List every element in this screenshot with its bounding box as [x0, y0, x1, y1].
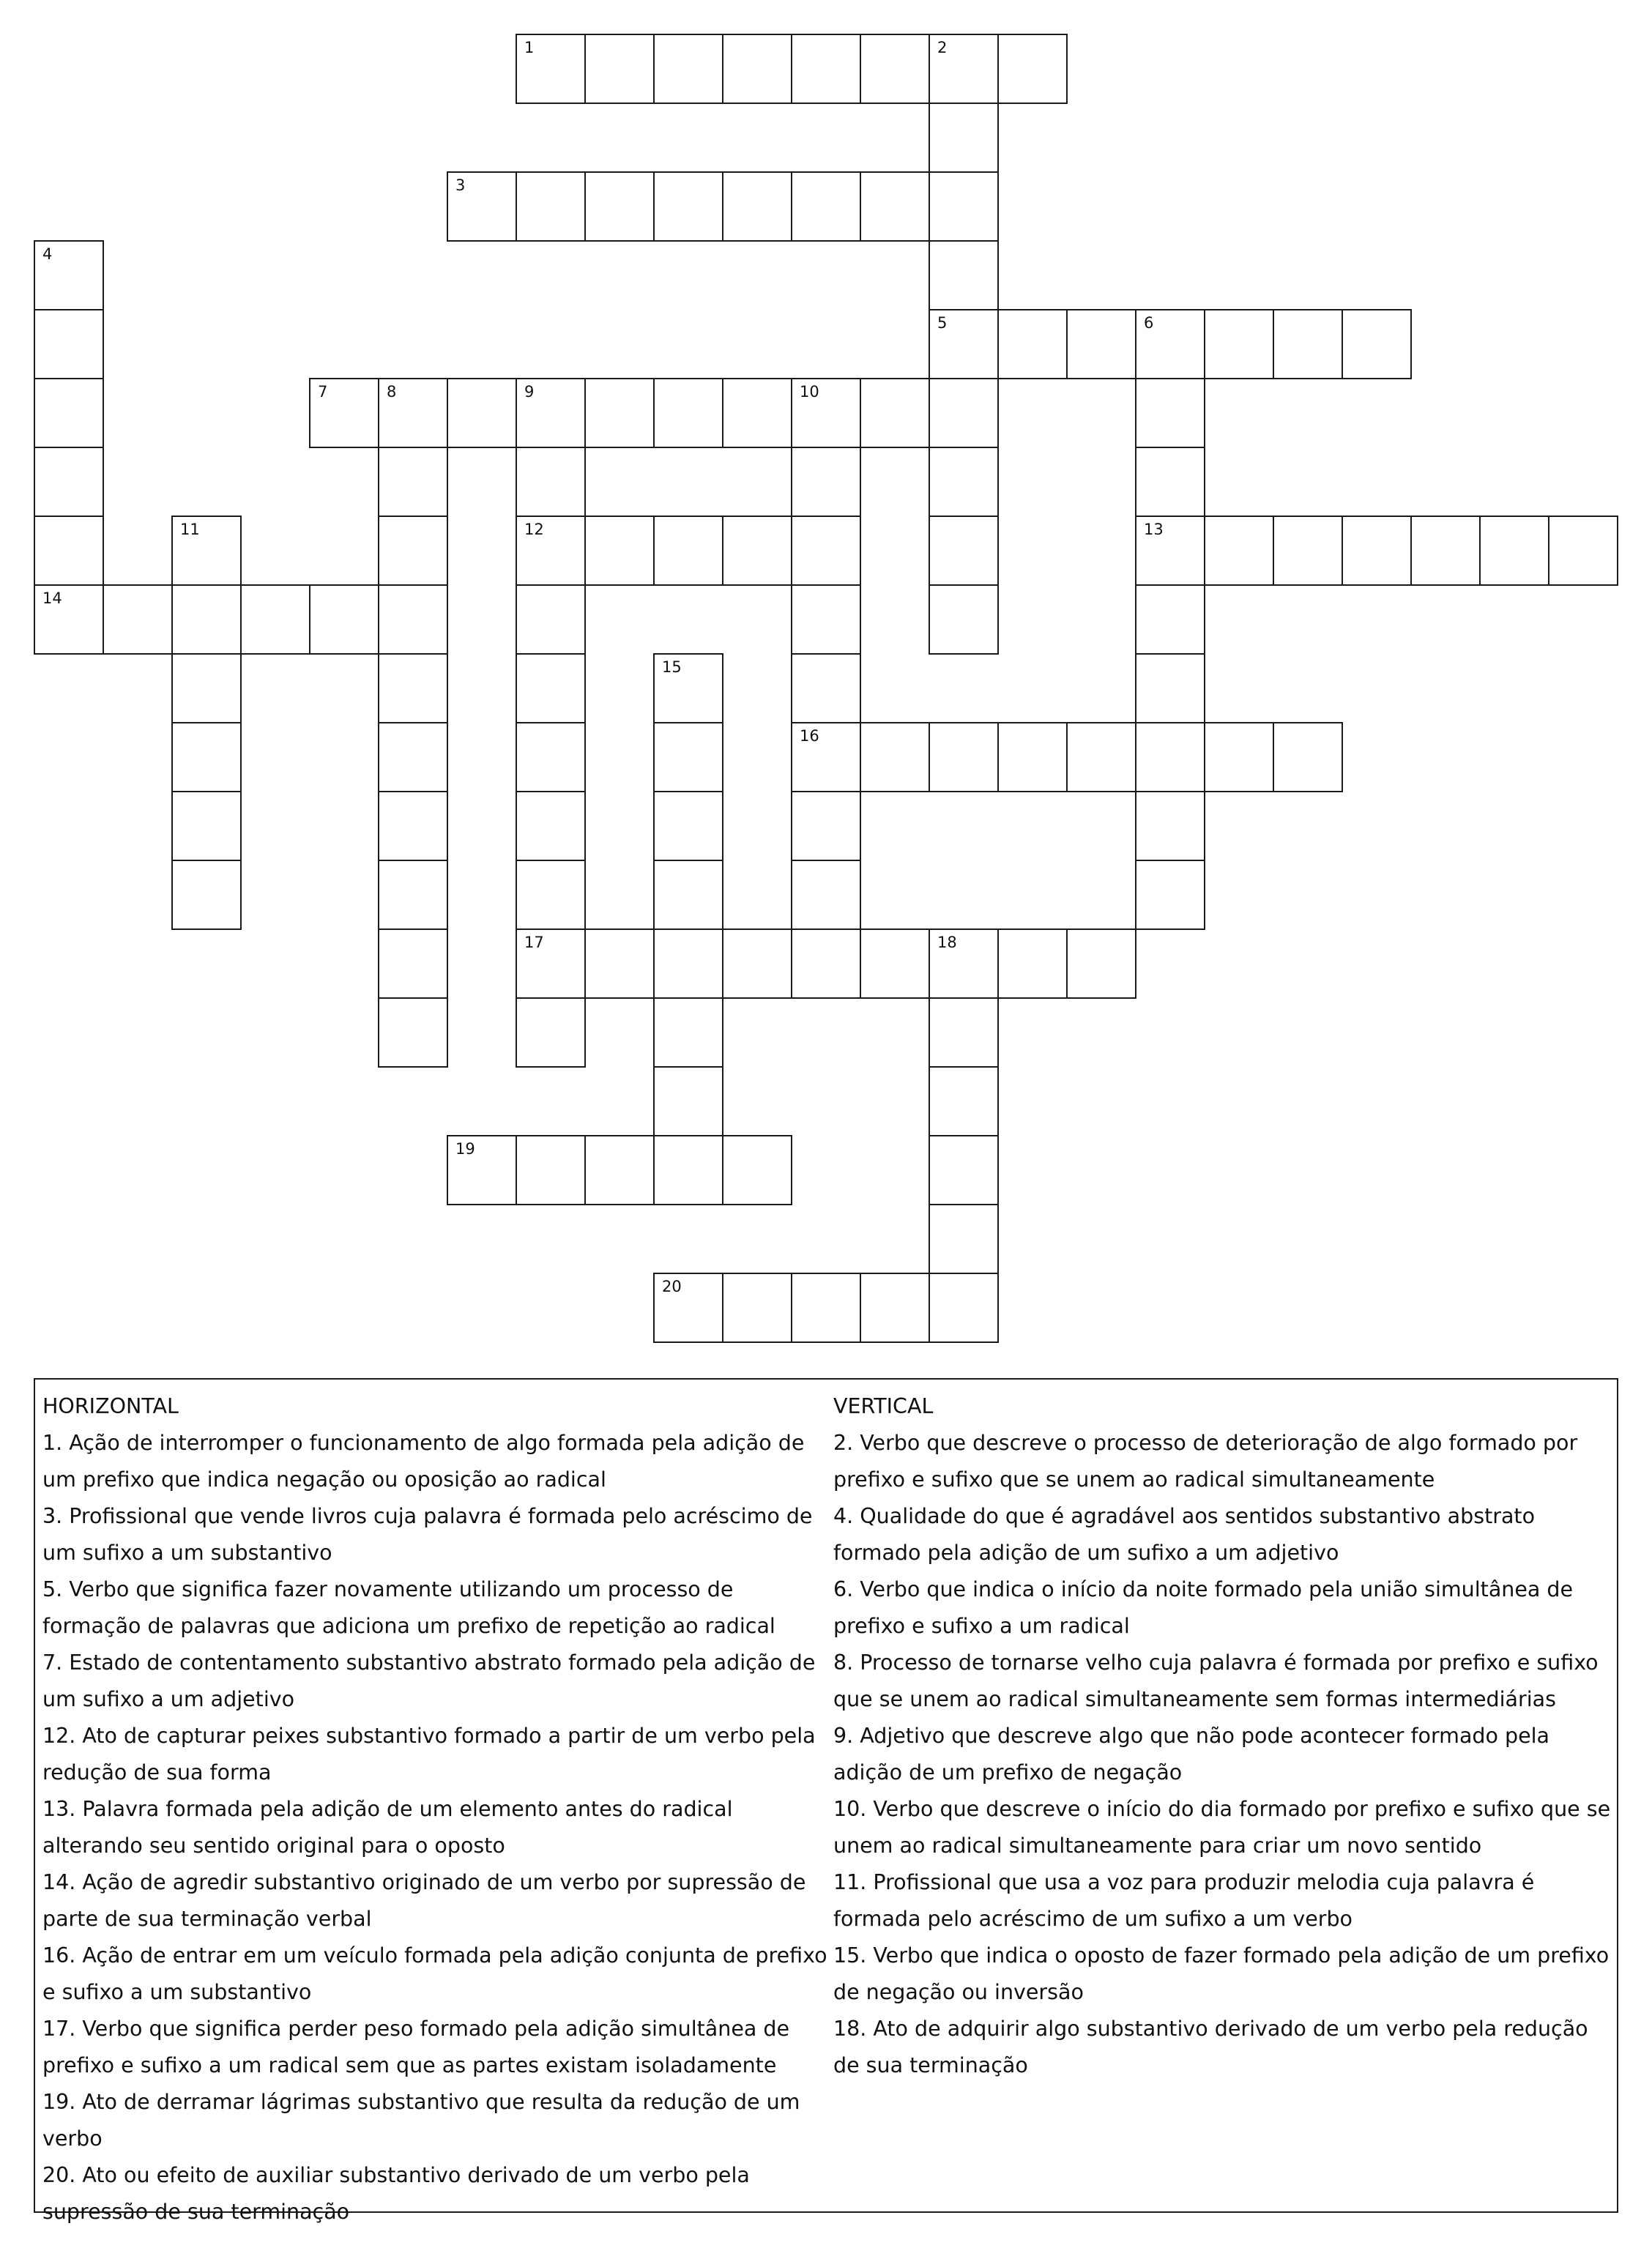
clue-down-4: 4. Qualidade do que é agradável aos sentidos substantivo abstrato formado pela adição de um sufixo a um adjetivo — [833, 1504, 1536, 1565]
crossword-cell[interactable] — [1135, 722, 1205, 792]
crossword-cell[interactable] — [997, 34, 1068, 104]
crossword-cell[interactable] — [997, 309, 1068, 379]
crossword-cell[interactable] — [929, 171, 999, 242]
clue-number: 20 — [662, 1278, 682, 1295]
crossword-cell[interactable] — [34, 378, 104, 448]
clue-number: 9 — [524, 383, 535, 401]
crossword-cell[interactable] — [722, 1273, 792, 1343]
horizontal-clues-column — [42, 1388, 833, 2230]
crossword-cell[interactable] — [722, 516, 792, 586]
crossword-cell[interactable] — [309, 378, 379, 448]
crossword-cell[interactable] — [1135, 447, 1205, 517]
crossword-cell[interactable] — [516, 791, 586, 861]
crossword-cell[interactable] — [378, 584, 448, 655]
crossword-cell[interactable] — [171, 860, 242, 930]
crossword-cell[interactable] — [1204, 722, 1274, 792]
crossword-cell[interactable] — [447, 1135, 517, 1205]
crossword-cell[interactable] — [653, 791, 723, 861]
clue-number: 4 — [42, 245, 53, 263]
crossword-cell[interactable] — [1066, 928, 1136, 999]
crossword-cell[interactable] — [1066, 722, 1136, 792]
vertical-clues-column — [833, 1388, 1617, 2084]
crossword-cell[interactable] — [1410, 516, 1481, 586]
crossword-cell[interactable] — [34, 240, 104, 310]
crossword-cell[interactable] — [516, 34, 586, 104]
crossword-cell[interactable] — [378, 653, 448, 723]
crossword-cell[interactable] — [378, 860, 448, 930]
clue-across-17: 17. Verbo que significa perder peso formado pela adição simultânea de prefixo e sufixo a um radical sem que as partes existam isoladamente — [42, 2017, 790, 2077]
crossword-cell[interactable] — [791, 653, 861, 723]
crossword-cell[interactable] — [722, 171, 792, 242]
crossword-cell[interactable] — [653, 171, 723, 242]
crossword-cell[interactable] — [791, 378, 861, 448]
crossword-cell[interactable] — [1479, 516, 1549, 586]
crossword-cell[interactable] — [929, 1066, 999, 1136]
crossword-cell[interactable] — [929, 722, 999, 792]
crossword-cell[interactable] — [929, 584, 999, 655]
crossword-cell[interactable] — [309, 584, 379, 655]
crossword-cell[interactable] — [171, 653, 242, 723]
crossword-cell[interactable] — [653, 378, 723, 448]
clue-across-1: 1. Ação de interromper o funcionamento de algo formada pela adição de um prefixo que indica negação ou oposição ao radical — [42, 1431, 805, 1492]
crossword-cell[interactable] — [791, 34, 861, 104]
crossword-cell[interactable] — [516, 171, 586, 242]
crossword-cell[interactable] — [929, 1135, 999, 1205]
crossword-cell[interactable] — [378, 722, 448, 792]
crossword-cell[interactable] — [722, 34, 792, 104]
crossword-cell[interactable] — [791, 722, 861, 792]
clue-number: 3 — [455, 176, 466, 194]
crossword-cell[interactable] — [516, 860, 586, 930]
crossword-cell[interactable] — [103, 584, 173, 655]
crossword-cell[interactable] — [929, 447, 999, 517]
crossword-cell[interactable] — [516, 378, 586, 448]
crossword-cell[interactable] — [997, 928, 1068, 999]
clue-across-3: 3. Profissional que vende livros cuja palavra é formada pelo acréscimo de um sufixo a um substantivo — [42, 1504, 813, 1565]
clue-number: 17 — [524, 934, 544, 951]
crossword-cell[interactable] — [929, 997, 999, 1068]
crossword-cell[interactable] — [584, 378, 655, 448]
crossword-cell[interactable] — [516, 653, 586, 723]
crossword-cell[interactable] — [584, 34, 655, 104]
clue-number: 12 — [524, 521, 544, 538]
crossword-cell[interactable] — [929, 240, 999, 310]
clue-down-9: 9. Adjetivo que descreve algo que não pode acontecer formado pela adição de um prefixo de negação — [833, 1724, 1550, 1784]
clue-number: 11 — [180, 521, 200, 538]
crossword-cell[interactable] — [378, 516, 448, 586]
crossword-cell[interactable] — [516, 722, 586, 792]
crossword-cell[interactable] — [584, 171, 655, 242]
crossword-cell[interactable] — [860, 928, 930, 999]
crossword-cell[interactable] — [34, 516, 104, 586]
clue-across-14: 14. Ação de agredir substantivo originado de um verbo por supressão de parte de sua terminação verbal — [42, 1870, 806, 1931]
clue-down-6: 6. Verbo que indica o início da noite formado pela união simultânea de prefixo e sufixo a um radical — [833, 1577, 1574, 1638]
crossword-cell[interactable] — [791, 928, 861, 999]
crossword-cell[interactable] — [516, 447, 586, 517]
crossword-cell[interactable] — [653, 860, 723, 930]
crossword-cell[interactable] — [997, 722, 1068, 792]
crossword-cell[interactable] — [34, 584, 104, 655]
crossword-cell[interactable] — [240, 584, 310, 655]
clues-box — [34, 1378, 1618, 2224]
crossword-cell[interactable] — [171, 791, 242, 861]
clue-number: 2 — [937, 39, 948, 56]
clue-number: 1 — [524, 39, 535, 56]
clue-number: 15 — [662, 658, 682, 676]
crossword-cell[interactable] — [860, 378, 930, 448]
crossword-cell[interactable] — [653, 516, 723, 586]
crossword-cell[interactable] — [1548, 516, 1618, 586]
clue-down-10: 10. Verbo que descreve o início do dia formado por prefixo e sufixo que se unem ao radical simultaneamente para criar um novo sentido — [833, 1797, 1611, 1858]
clue-across-19: 19. Ato de derramar lágrimas substantivo que resulta da redução de um verbo — [42, 2090, 800, 2151]
crossword-cell[interactable] — [791, 447, 861, 517]
crossword-cell[interactable] — [378, 997, 448, 1068]
crossword-cell[interactable] — [378, 928, 448, 999]
crossword-cell[interactable] — [653, 34, 723, 104]
clue-across-12: 12. Ato de capturar peixes substantivo formado a partir de um verbo pela redução de sua forma — [42, 1724, 816, 1784]
crossword-cell[interactable] — [722, 378, 792, 448]
crossword-cell[interactable] — [378, 378, 448, 448]
crossword-cell[interactable] — [791, 791, 861, 861]
crossword-cell[interactable] — [516, 516, 586, 586]
crossword-cell[interactable] — [929, 309, 999, 379]
clue-down-15: 15. Verbo que indica o oposto de fazer formado pela adição de um prefixo de negação ou inversão — [833, 1943, 1610, 2004]
crossword-cell[interactable] — [516, 1135, 586, 1205]
clue-number: 19 — [455, 1140, 475, 1158]
crossword-cell[interactable] — [929, 103, 999, 173]
crossword-cell[interactable] — [584, 1135, 655, 1205]
clue-number: 13 — [1144, 521, 1164, 538]
clue-number: 8 — [387, 383, 397, 401]
crossword-cell[interactable] — [1342, 309, 1412, 379]
clue-number: 7 — [318, 383, 328, 401]
crossword-cell[interactable] — [860, 171, 930, 242]
crossword-cell[interactable] — [378, 447, 448, 517]
crossword-cell[interactable] — [1135, 653, 1205, 723]
crossword-cell[interactable] — [584, 928, 655, 999]
clue-down-8: 8. Processo de tornarse velho cuja palavra é formada por prefixo e sufixo que se unem ao radical simultaneamente sem formas intermediárias — [833, 1650, 1599, 1711]
crossword-cell[interactable] — [653, 1135, 723, 1205]
crossword-cell[interactable] — [584, 516, 655, 586]
crossword-cell[interactable] — [653, 722, 723, 792]
crossword-cell[interactable] — [653, 928, 723, 999]
horizontal-clues-title: HORIZONTAL — [42, 1394, 179, 1418]
clue-down-18: 18. Ato de adquirir algo substantivo derivado de um verbo pela redução de sua terminação — [833, 2017, 1588, 2077]
crossword-cell[interactable] — [171, 516, 242, 586]
crossword-cell[interactable] — [171, 584, 242, 655]
crossword-cell[interactable] — [447, 171, 517, 242]
crossword-cell[interactable] — [929, 516, 999, 586]
crossword-cell[interactable] — [860, 1273, 930, 1343]
crossword-cell[interactable] — [653, 997, 723, 1068]
crossword-cell[interactable] — [447, 378, 517, 448]
crossword-cell[interactable] — [1204, 309, 1274, 379]
crossword-cell[interactable] — [1204, 516, 1274, 586]
clue-number: 6 — [1144, 314, 1154, 332]
crossword-cell[interactable] — [653, 1273, 723, 1343]
crossword-cell[interactable] — [929, 378, 999, 448]
crossword-cell[interactable] — [34, 309, 104, 379]
crossword-cell[interactable] — [1135, 584, 1205, 655]
clue-across-16: 16. Ação de entrar em um veículo formada pela adição conjunta de prefixo e sufixo a um substantivo — [42, 1943, 827, 2004]
clue-across-20: 20. Ato ou efeito de auxiliar substantivo derivado de um verbo pela supressão de sua terminação — [42, 2163, 750, 2224]
crossword-cell[interactable] — [653, 653, 723, 723]
crossword-cell[interactable] — [1273, 722, 1343, 792]
crossword-cell[interactable] — [1342, 516, 1412, 586]
crossword-cell[interactable] — [653, 1066, 723, 1136]
clue-across-13: 13. Palavra formada pela adição de um elemento antes do radical alterando seu sentido original para o oposto — [42, 1797, 733, 1858]
clue-across-5: 5. Verbo que significa fazer novamente utilizando um processo de formação de palavras que adiciona um prefixo de repetição ao radical — [42, 1577, 775, 1638]
crossword-cell[interactable] — [171, 722, 242, 792]
crossword-cell[interactable] — [791, 516, 861, 586]
vertical-clues-title: VERTICAL — [833, 1394, 934, 1418]
crossword-cell[interactable] — [791, 1273, 861, 1343]
crossword-cell[interactable] — [34, 447, 104, 517]
crossword-cell[interactable] — [860, 722, 930, 792]
clue-down-2: 2. Verbo que descreve o processo de deterioração de algo formado por prefixo e sufixo que se unem ao radical simultaneamente — [833, 1431, 1578, 1492]
crossword-cell[interactable] — [791, 171, 861, 242]
crossword-cell[interactable] — [929, 1204, 999, 1274]
clue-across-7: 7. Estado de contentamento substantivo abstrato formado pela adição de um sufixo a um adjetivo — [42, 1650, 816, 1711]
clue-number: 16 — [800, 727, 819, 745]
crossword-cell[interactable] — [1066, 309, 1136, 379]
crossword-cell[interactable] — [722, 928, 792, 999]
crossword-cell[interactable] — [1273, 309, 1343, 379]
crossword-cell[interactable] — [929, 1273, 999, 1343]
crossword-cell[interactable] — [1135, 378, 1205, 448]
crossword-cell[interactable] — [860, 34, 930, 104]
crossword-cell[interactable] — [1135, 860, 1205, 930]
clue-down-11: 11. Profissional que usa a voz para produzir melodia cuja palavra é formada pelo acréscimo de um sufixo a um verbo — [833, 1870, 1535, 1931]
crossword-cell[interactable] — [1135, 309, 1205, 379]
crossword-cell[interactable] — [1135, 791, 1205, 861]
crossword-cell[interactable] — [1135, 516, 1205, 586]
crossword-cell[interactable] — [929, 928, 999, 999]
crossword-cell[interactable] — [516, 997, 586, 1068]
crossword-cell[interactable] — [791, 584, 861, 655]
crossword-cell[interactable] — [791, 860, 861, 930]
clue-number: 18 — [937, 934, 957, 951]
crossword-cell[interactable] — [929, 34, 999, 104]
clue-number: 10 — [800, 383, 819, 401]
crossword-cell[interactable] — [722, 1135, 792, 1205]
crossword-cell[interactable] — [516, 584, 586, 655]
crossword-cell[interactable] — [516, 928, 586, 999]
clue-number: 5 — [937, 314, 948, 332]
crossword-cell[interactable] — [378, 791, 448, 861]
clue-number: 14 — [42, 589, 62, 607]
crossword-cell[interactable] — [1273, 516, 1343, 586]
